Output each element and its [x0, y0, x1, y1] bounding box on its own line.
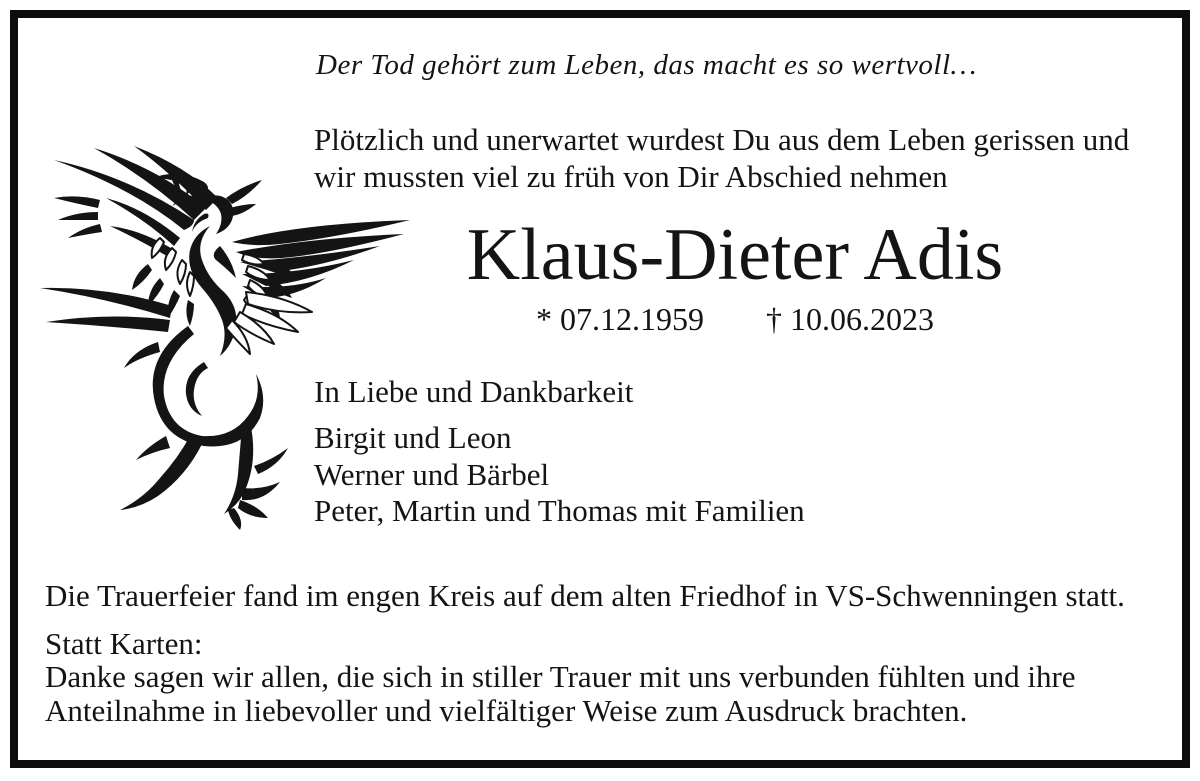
intro-line-1: Plötzlich und unerwartet wurdest Du aus dem Leben gerissen und [314, 122, 1130, 157]
farewell-line: In Liebe und Dankbarkeit [314, 374, 634, 409]
mourners-list [314, 420, 805, 530]
thanks-paragraph [45, 660, 1076, 727]
death-date: † 10.06.2023 [766, 301, 934, 337]
intro-line-2: wir mussten viel zu früh von Dir Abschied nehmen [314, 159, 948, 194]
mourner-line-3: Peter, Martin und Thomas mit Familien [314, 493, 805, 528]
birth-date: * 07.12.1959 [536, 301, 704, 337]
cards-note: Statt Karten: [45, 626, 203, 661]
mourner-line-2: Werner und Bärbel [314, 456, 550, 492]
deceased-name: Klaus-Dieter Adis [466, 214, 1004, 296]
intro-paragraph [314, 121, 1129, 195]
thanks-line-1: Danke sagen wir allen, die sich in stiller Trauer mit uns verbunden fühlten und ihre [45, 659, 1076, 694]
epigraph-quote: Der Tod gehört zum Leben, das macht es so wertvoll… [316, 49, 977, 81]
thanks-line-2: Anteilnahme in liebevoller und vielfältiger Weise zum Ausdruck brachten. [45, 692, 968, 728]
mourner-line-1: Birgit und Leon [314, 420, 512, 455]
funeral-note: Die Trauerfeier fand im engen Kreis auf dem alten Friedhof in VS-Schwenningen statt. [45, 578, 1125, 613]
life-dates [330, 301, 1140, 337]
